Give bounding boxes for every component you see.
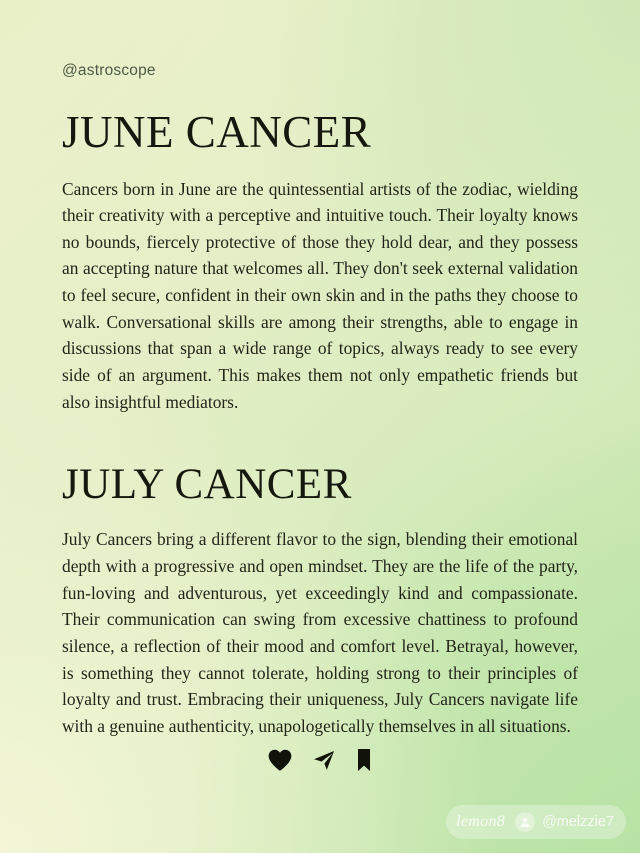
section-text-july: July Cancers bring a different flavor to the sign, blending their emotional depth with a progressive and open mindset. They are the life of the party, fun-loving and adventurous, yet exceedingly kind and compassionate. Their communication can swing from excessive chattiness to profound silence, a reflection of their mood and comfort level. Betrayal, however, is something they cannot tolerate, holding strong to their principles of loyalty and trust. Embracing their uniqueness, July Cancers navigate life with a genuine authenticity, unapologetically themselves in all situations.: [62, 529, 578, 736]
action-bar: [0, 748, 640, 772]
lemon8-logo: lemon8: [456, 813, 506, 830]
send-icon[interactable]: [311, 748, 337, 772]
user-icon: [515, 812, 535, 832]
section-text-june: Cancers born in June are the quintessential artists of the zodiac, wielding their creativity with a perceptive and intuitive touch. Their loyalty knows no bounds, fiercely protective of those they hold dear, and they possess an accepting nature that welcomes all. They don't seek external validation to feel secure, confident in their own skin and in the paths they choose to walk. Conversational skills are among their strengths, able to engage in discussions that span a wide range of topics, always ready to see every side of an argument. This makes them not only empathetic friends but also insightful mediators.: [62, 178, 578, 412]
watermark-user: [515, 812, 614, 832]
watermark-username: @melzzie7: [542, 814, 614, 830]
section-heading-june: JUNE CANCER: [62, 107, 372, 157]
account-handle[interactable]: @astroscope: [62, 62, 156, 79]
bookmark-icon[interactable]: [355, 748, 373, 772]
heart-icon[interactable]: [267, 748, 293, 772]
watermark: [446, 805, 626, 839]
section-heading-july: JULY CANCER: [62, 461, 352, 509]
